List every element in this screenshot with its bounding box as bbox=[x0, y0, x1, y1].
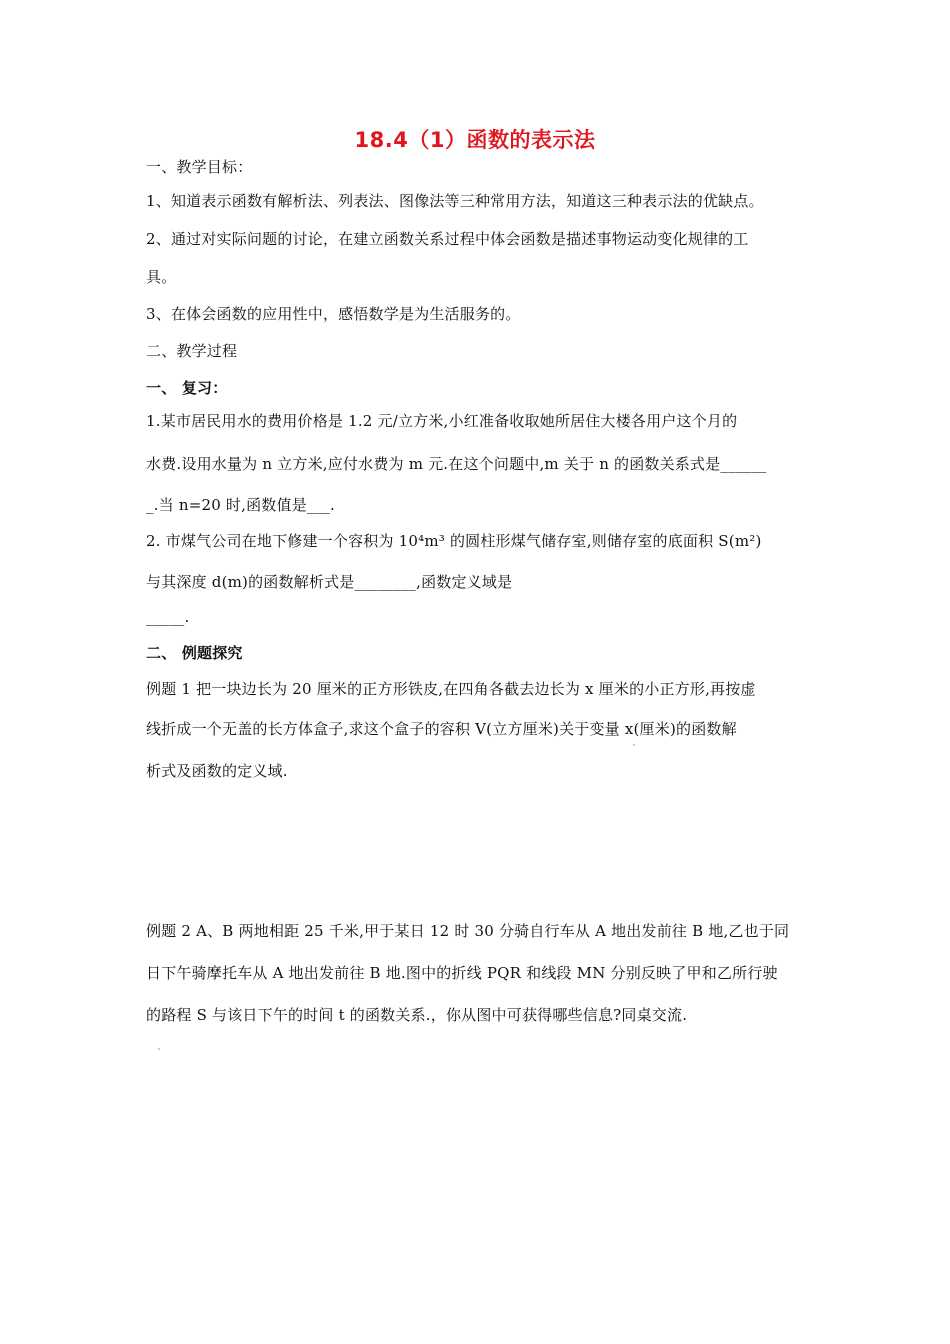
question-2-line-3: _____. bbox=[146, 608, 190, 626]
example-1-line-2: 线折成一个无盖的长方体盒子,求这个盒子的容积 V(立方厘米)关于变量 x(厘米)的函数解 bbox=[146, 720, 737, 738]
goal-item-2-line-1: 2、通过对实际问题的讨论，在建立函数关系过程中体会函数是描述事物运动变化规律的工 bbox=[146, 230, 749, 248]
examples-heading: 二、 例题探究 bbox=[146, 644, 243, 662]
example-1-line-1: 例题 1 把一块边长为 20 厘米的正方形铁皮,在四角各截去边长为 x 厘米的小正方形,再按虚 bbox=[146, 680, 756, 698]
question-2-line-2: 与其深度 d(m)的函数解析式是________,函数定义域是 bbox=[146, 573, 513, 591]
question-2-line-1: 2. 市煤气公司在地下修建一个容积为 10⁴m³ 的圆柱形煤气储存室,则储存室的底面积 S(m²) bbox=[146, 532, 762, 550]
review-heading: 一、 复习： bbox=[146, 379, 228, 397]
question-1-line-2: 水费.设用水量为 n 立方米,应付水费为 m 元.在这个问题中,m 关于 n 的函数关系式是______ bbox=[146, 455, 767, 473]
question-1-line-1: 1.某市居民用水的费用价格是 1.2 元/立方米,小红准备收取她所居住大楼各用户这个月的 bbox=[146, 412, 738, 430]
example-2-line-2: 日下午骑摩托车从 A 地出发前往 B 地.图中的折线 PQR 和线段 MN 分别反映了甲和乙所行驶 bbox=[146, 964, 778, 982]
scan-speck bbox=[633, 744, 635, 746]
goal-item-1: 1、知道表示函数有解析法、列表法、图像法等三种常用方法，知道这三种表示法的优缺点。 bbox=[146, 192, 764, 210]
process-heading: 二、教学过程 bbox=[146, 342, 238, 360]
scan-speck bbox=[158, 1048, 160, 1050]
goals-heading: 一、教学目标： bbox=[146, 158, 253, 176]
example-2-line-1: 例题 2 A、B 两地相距 25 千米,甲于某日 12 时 30 分骑自行车从 A 地出发前往 B 地,乙也于同 bbox=[146, 922, 790, 940]
question-1-line-3: _.当 n=20 时,函数值是___. bbox=[146, 496, 335, 514]
page-title: 18.4（1）函数的表示法 bbox=[354, 128, 596, 152]
goal-item-3: 3、在体会函数的应用性中，感悟数学是为生活服务的。 bbox=[146, 305, 521, 323]
goal-item-2-line-2: 具。 bbox=[146, 268, 177, 286]
example-2-line-3: 的路程 S 与该日下午的时间 t 的函数关系.，你从图中可获得哪些信息?同桌交流. bbox=[146, 1006, 688, 1024]
example-1-line-3: 析式及函数的定义域. bbox=[146, 762, 288, 780]
